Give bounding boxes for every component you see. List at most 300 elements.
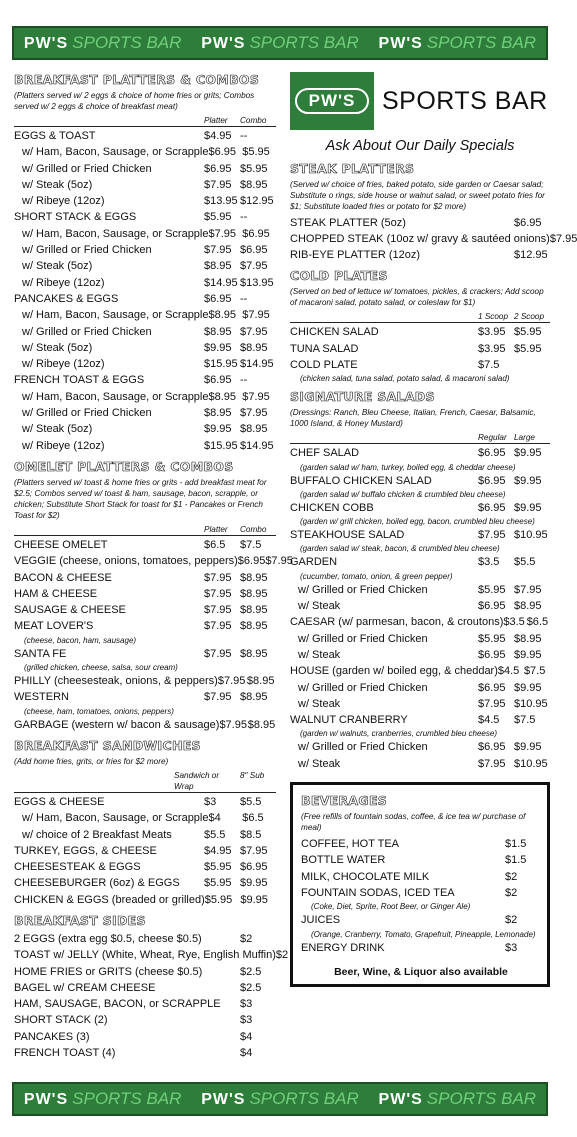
menu-item-row [290, 614, 550, 630]
menu-item-price: $8.95 [240, 587, 268, 600]
menu-item-price: $3 [505, 941, 518, 954]
menu-item-row [14, 964, 276, 980]
menu-item-price: $6.5 [242, 812, 264, 825]
menu-item-name: w/ Ribeye (12oz) [22, 195, 105, 208]
menu-item-row [14, 875, 276, 891]
menu-item-price: $7.95 [242, 309, 270, 322]
menu-item-row [14, 892, 276, 908]
menu-item-name: STEAKHOUSE SALAD [290, 529, 405, 542]
menu-item-price: $7.95 [204, 178, 232, 191]
menu-item-price: $1.5 [505, 838, 527, 851]
menu-item-detail: (garden salad w/ ham, turkey, boiled egg, & cheddar cheese) [300, 462, 516, 472]
menu-item-name: w/ Grilled or Fried Chicken [298, 583, 428, 596]
menu-item-price: $2 [505, 914, 518, 927]
menu-item-price: $6.95 [478, 501, 506, 514]
menu-item-price: $5.95 [240, 162, 268, 175]
menu-item-name: CHICKEN & EGGS (breaded or grilled) [14, 893, 205, 906]
menu-item-price: $5.95 [514, 342, 542, 355]
omelet-platters-section [14, 458, 293, 733]
menu-item-price: $14.95 [240, 358, 274, 371]
breakfast-platters-section [14, 72, 276, 454]
menu-item-row [290, 631, 550, 647]
menu-item-row [14, 859, 276, 875]
menu-item-price: $6.95 [237, 555, 266, 568]
menu-item-name: CHEESE OMELET [14, 538, 108, 551]
menu-item-row [290, 215, 550, 231]
column-header: Platter [204, 116, 228, 125]
menu-item-row [14, 602, 276, 618]
column-header: Regular [478, 433, 507, 443]
column-header-row [14, 524, 276, 536]
menu-item-price: -- [240, 292, 248, 305]
menu-item-price: $7.95 [240, 407, 268, 420]
menu-item-row [290, 663, 550, 679]
menu-item-price: $2 [505, 886, 518, 899]
banner-pw: PW'S [378, 35, 423, 52]
menu-item-price: $7.95 [204, 691, 232, 704]
menu-item-detail: (cheese, ham, tomatoes, onions, peppers) [24, 706, 174, 716]
menu-item-price: $7.5 [478, 358, 500, 371]
menu-item-row [14, 794, 276, 810]
menu-item-name: HAM, SAUSAGE, BACON, or SCRAPPLE [14, 998, 221, 1011]
menu-item-price: $5.95 [204, 211, 232, 224]
menu-item-price: $5.95 [204, 861, 232, 874]
menu-item-name: FOUNTAIN SODAS, ICED TEA [301, 886, 455, 899]
banner-sports-bar: SPORTS BAR [249, 1089, 359, 1108]
menu-item-name: w/ Grilled or Fried Chicken [22, 407, 152, 420]
menu-item-price: $3.5 [478, 556, 500, 569]
menu-item-detail: (cucumber, tomato, onion, & green pepper) [300, 571, 453, 581]
logo-sports-bar: SPORTS BAR [382, 86, 548, 115]
menu-item-price: $3.95 [478, 342, 506, 355]
menu-item-row [290, 712, 550, 728]
menu-item-name: CHEF SALAD [290, 447, 360, 460]
menu-item-name: COLD PLATE [290, 358, 358, 371]
menu-item-name: STEAK PLATTER (5oz) [290, 216, 406, 229]
column-header: Combo [240, 116, 267, 125]
menu-item-price: $8.95 [240, 604, 268, 617]
menu-item-detail: (Coke, Diet, Sprite, Root Beer, or Ginger Ale) [311, 902, 471, 912]
menu-item-row [14, 1029, 276, 1045]
menu-item-price: $9.95 [514, 681, 542, 694]
logo [290, 72, 550, 130]
section-title: STEAK PLATTERS [290, 160, 415, 176]
menu-item-row [14, 356, 276, 372]
menu-item-row [14, 128, 276, 144]
menu-item-price: $7.95 [204, 647, 232, 660]
menu-item-price: $8.95 [240, 571, 268, 584]
menu-item-price: $7.95 [204, 620, 232, 633]
menu-item-price: $15.95 [204, 358, 238, 371]
menu-item-price: $6.95 [204, 374, 232, 387]
menu-item-price: $5.95 [514, 326, 542, 339]
banner-pw: PW'S [378, 1091, 423, 1108]
menu-item-price: $5.95 [478, 583, 506, 596]
signature-salads-section [290, 389, 550, 772]
menu-item-price: $8.95 [246, 675, 275, 688]
menu-item-row [290, 473, 550, 489]
menu-item-price: $7.5 [514, 714, 536, 727]
menu-item-row [290, 357, 550, 373]
menu-item-row [14, 324, 276, 340]
menu-item-price: $6.95 [240, 861, 268, 874]
menu-item-row [14, 340, 276, 356]
menu-item-price: $4 [240, 1047, 253, 1060]
menu-item-price: $9.95 [240, 893, 268, 906]
menu-item-row [301, 940, 541, 956]
column-header-spacer [290, 311, 478, 322]
column-header-spacer [14, 770, 174, 792]
menu-item-name: GARDEN [290, 556, 338, 569]
menu-item-row [14, 161, 276, 177]
menu-item-price: $8.95 [514, 600, 542, 613]
column-header-row [290, 432, 550, 444]
menu-item-row [14, 307, 276, 323]
menu-item-row [14, 258, 276, 274]
breakfast-sandwiches-section [14, 738, 276, 908]
menu-item-price: $6.95 [478, 600, 506, 613]
menu-item-name: w/ Steak (5oz) [22, 178, 93, 191]
menu-item-row [290, 324, 550, 340]
menu-item-row [290, 231, 577, 247]
menu-item-name: TUNA SALAD [290, 342, 359, 355]
menu-item-name: FRENCH TOAST (4) [14, 1047, 116, 1060]
section-title: COLD PLATES [290, 268, 388, 284]
menu-item-price: $15.95 [204, 439, 238, 452]
bottom-banner [12, 1082, 548, 1116]
menu-item-price: $7.95 [204, 587, 232, 600]
logo-badge [290, 72, 374, 130]
menu-item-price: $7.95 [478, 757, 506, 770]
menu-item-price: -- [240, 211, 248, 224]
menu-item-name: 2 EGGS (extra egg $0.5, cheese $0.5) [14, 932, 202, 945]
menu-item-price: $3.95 [478, 326, 506, 339]
menu-item-price: $7.95 [478, 697, 506, 710]
menu-item-name: BOTTLE WATER [301, 854, 386, 867]
menu-item-name: w/ Ham, Bacon, Sausage, or Scrapple [22, 227, 209, 240]
menu-item-name: SANTA FE [14, 647, 67, 660]
menu-item-price: $4.95 [204, 844, 232, 857]
menu-item-price: $5.5 [240, 795, 262, 808]
column-header-row [14, 115, 276, 127]
menu-item-name: BUFFALO CHICKEN SALAD [290, 474, 432, 487]
banner-sports-bar: SPORTS BAR [426, 1089, 537, 1108]
section-title: SIGNATURE SALADS [290, 389, 435, 405]
menu-item-row [301, 869, 541, 885]
menu-item-name: w/ Grilled or Fried Chicken [298, 632, 428, 645]
menu-item-row [290, 756, 550, 772]
section-note: (Served on bed of lettuce w/ tomatoes, pickles, & crackers; Add scoop of macaroni salad, potato salad, or coleslaw for $1) [290, 287, 544, 308]
menu-item-price: $9.95 [514, 501, 542, 514]
menu-item-row [301, 885, 541, 901]
menu-item-price: $7.5 [240, 538, 262, 551]
banner-pw: PW'S [23, 35, 69, 52]
menu-item-name: COFFEE, HOT TEA [301, 838, 399, 851]
menu-item-name: w/ Steak (5oz) [22, 423, 93, 436]
menu-item-price: $2.5 [240, 965, 262, 978]
menu-item-price: $7.95 [219, 718, 247, 731]
menu-item-price: $6.95 [478, 681, 506, 694]
menu-item-price: $3 [240, 1014, 253, 1027]
menu-item-name: w/ Steak (5oz) [22, 341, 93, 354]
section-note: (Platters served w/ toast & home fries or grits - add breakfast meat for $2.5; Combos served w/ toast & ham, sausage, bacon, scrapple, or chicken; Substitute Short Stack for toast for $1 - Pancakes or French Toast for $2) [14, 477, 267, 520]
menu-item-price: $6.5 [204, 538, 226, 551]
menu-item-price: $2 [505, 870, 518, 883]
menu-item-name: CHEESEBURGER (6oz) & EGGS [14, 877, 180, 890]
menu-item-price: $8.95 [240, 647, 268, 660]
menu-item-name: w/ Grilled or Fried Chicken [298, 741, 428, 754]
menu-item-row [290, 739, 550, 755]
column-header: Combo [240, 524, 267, 534]
menu-item-price: $1.5 [505, 854, 527, 867]
menu-item-row [290, 647, 550, 663]
menu-item-price: $8.95 [204, 260, 232, 273]
menu-item-price: $4.5 [497, 665, 520, 678]
menu-item-row [14, 553, 293, 569]
section-title: BEVERAGES [301, 793, 388, 809]
menu-item-row [290, 554, 550, 570]
menu-item-name: w/ Steak [298, 697, 341, 710]
menu-item-row [290, 680, 550, 696]
menu-item-price [514, 357, 550, 373]
daily-specials-note: Ask About Our Daily Specials [325, 138, 515, 154]
menu-item-detail: (garden w/ walnuts, cranberries, crumbled bleu cheese) [300, 729, 497, 739]
menu-item-row [14, 193, 276, 209]
menu-item-price: $8.95 [204, 407, 232, 420]
menu-item-price: -- [240, 374, 248, 387]
menu-item-detail: (garden salad w/ steak, bacon, & crumbled bleu cheese) [300, 544, 500, 554]
section-title: BREAKFAST PLATTERS & COMBOS [14, 72, 260, 87]
banner-segment [24, 33, 182, 53]
menu-item-name: EGGS & CHEESE [14, 795, 105, 808]
menu-item-name: w/ Grilled or Fried Chicken [22, 244, 152, 257]
menu-item-name: HOUSE (garden w/ boiled egg, & cheddar) [290, 665, 498, 678]
menu-item-price: $5.95 [478, 632, 506, 645]
menu-item-price: $6.95 [204, 162, 232, 175]
menu-item-name: w/ Grilled or Fried Chicken [22, 162, 152, 175]
menu-item-price: $5.5 [204, 828, 226, 841]
menu-item-price: $6.95 [478, 447, 506, 460]
banner-pw: PW'S [201, 1091, 246, 1108]
menu-item-name: MEAT LOVER'S [14, 620, 94, 633]
menu-item-row [14, 1045, 276, 1061]
menu-item-row [14, 438, 276, 454]
menu-item-name: RIB-EYE PLATTER (12oz) [290, 249, 420, 262]
banner-segment [24, 1089, 182, 1109]
menu-item-name: w/ Grilled or Fried Chicken [22, 325, 152, 338]
menu-item-price: $14.95 [204, 276, 238, 289]
menu-item-row [14, 980, 276, 996]
banner-pw: PW'S [23, 1091, 69, 1108]
menu-item-name: SAUSAGE & CHEESE [14, 604, 126, 617]
menu-item-name: SHORT STACK & EGGS [14, 211, 137, 224]
menu-item-price: $8.5 [240, 828, 262, 841]
menu-item-row [14, 291, 276, 307]
menu-item-name: VEGGIE (cheese, onions, tomatoes, peppers) [14, 555, 238, 568]
menu-item-price: $7.95 [204, 244, 232, 257]
column-header: 1 Scoop [478, 312, 509, 322]
section-note: (Served w/ choice of fries, baked potato, side garden or Caesar salad; Substitute o rings, side house or walnut salad, or sweet potato fries for $1; Substitute loaded fries or potato for $2 more) [290, 179, 545, 211]
column-header-spacer [14, 524, 204, 535]
menu-item-row [14, 1012, 276, 1028]
column-header: Sandwich or Wrap [174, 770, 220, 791]
menu-item-detail: (chicken salad, tuna salad, potato salad, & macaroni salad) [300, 374, 510, 384]
menu-item-row [14, 389, 276, 405]
menu-item-name: EGGS & TOAST [14, 130, 96, 142]
menu-item-name: HOME FRIES or GRITS (cheese $0.5) [14, 965, 203, 978]
menu-item-price: $10.95 [514, 697, 548, 710]
menu-item-name: w/ Ribeye (12oz) [22, 276, 105, 289]
menu-item-price: $10.95 [514, 757, 548, 770]
menu-item-price: $12.95 [514, 249, 548, 262]
menu-item-row [290, 445, 550, 461]
menu-item-price: $5.95 [204, 893, 233, 906]
menu-item-row [290, 500, 550, 516]
menu-item-name: ENERGY DRINK [301, 941, 385, 954]
column-header-spacer [290, 432, 478, 443]
banner-sports-bar: SPORTS BAR [72, 1089, 182, 1108]
menu-item-row [14, 843, 276, 859]
menu-item-row [14, 242, 276, 258]
banner-segment [379, 1089, 537, 1109]
menu-item-price: $7.95 [265, 555, 293, 568]
menu-item-name: TOAST w/ JELLY (White, Wheat, Rye, English Muffin) [14, 949, 276, 962]
menu-item-price: $2 [275, 949, 289, 962]
menu-item-name: BAGEL w/ CREAM CHEESE [14, 981, 156, 994]
menu-item-price: $9.95 [514, 474, 542, 487]
column-header: 8" Sub [240, 770, 265, 780]
menu-item-row [14, 144, 276, 160]
menu-item-price: $8.95 [514, 632, 542, 645]
menu-item-price: $8.95 [240, 423, 268, 436]
menu-item-price: $7.95 [240, 325, 268, 338]
menu-item-price: $6.95 [208, 146, 237, 159]
menu-item-price: $6.95 [242, 227, 270, 240]
menu-item-row [14, 405, 276, 421]
menu-item-row [14, 421, 276, 437]
column-header: Platter [204, 524, 228, 534]
menu-item-price: $6.5 [526, 616, 549, 629]
menu-item-price: $8.95 [240, 620, 268, 633]
menu-item-name: SHORT STACK (2) [14, 1014, 108, 1027]
menu-item-price: $8.95 [240, 341, 268, 354]
menu-item-price: $7.95 [217, 675, 246, 688]
menu-item-name: JUICES [301, 914, 341, 927]
section-title: OMELET PLATTERS & COMBOS [14, 458, 234, 474]
menu-item-detail: (grilled chicken, cheese, salsa, sour cream) [24, 663, 178, 673]
cold-plates-section [290, 268, 550, 384]
menu-item-price: $8.95 [240, 691, 268, 704]
menu-item-name: w/ Ham, Bacon, Sausage, or Scrapple [22, 309, 209, 322]
top-banner [12, 26, 548, 60]
menu-item-name: HAM & CHEESE [14, 587, 98, 600]
menu-item-name: FRENCH TOAST & EGGS [14, 374, 145, 387]
menu-item-row [14, 177, 276, 193]
menu-item-row [14, 931, 276, 947]
menu-item-row [290, 341, 550, 357]
menu-item-detail: (garden salad w/ buffalo chicken & crumbled bleu cheese) [300, 489, 506, 499]
menu-item-price: $7.95 [208, 227, 237, 240]
banner-pw: PW'S [201, 35, 246, 52]
menu-item-row [14, 618, 276, 634]
menu-item-name: BACON & CHEESE [14, 571, 112, 584]
menu-item-name: CHEESESTEAK & EGGS [14, 861, 141, 874]
left-column [14, 72, 293, 1066]
menu-item-price: -- [240, 130, 248, 142]
menu-item-price: $7.95 [240, 844, 268, 857]
menu-item-price: $6.95 [478, 741, 506, 754]
banner-sports-bar: SPORTS BAR [72, 33, 182, 52]
menu-item-price: $7.95 [478, 529, 506, 542]
menu-item-price: $7.95 [204, 571, 232, 584]
menu-item-row [14, 810, 276, 826]
menu-item-price: $13.95 [240, 276, 274, 289]
menu-item-price: $9.95 [514, 741, 542, 754]
menu-item-price: $5.5 [514, 556, 536, 569]
beverages-section [301, 793, 541, 956]
menu-item-price: $6.95 [478, 648, 506, 661]
section-title: BREAKFAST SIDES [14, 912, 146, 928]
menu-item-row [14, 646, 276, 662]
menu-item-row [14, 570, 276, 586]
menu-item-price: $7.95 [204, 604, 232, 617]
steak-platters-section [290, 160, 577, 264]
banner-segment [379, 33, 537, 53]
menu-item-row [14, 275, 276, 291]
column-header-row [290, 311, 550, 323]
banner-sports-bar: SPORTS BAR [426, 33, 537, 52]
menu-item-name: TURKEY, EGGS, & CHEESE [14, 844, 157, 857]
menu-item-price: $5.95 [242, 146, 270, 159]
menu-item-price: $8.95 [240, 178, 268, 191]
menu-item-price: $9.95 [514, 447, 542, 460]
menu-item-row [14, 537, 276, 553]
menu-item-price: $9.95 [240, 877, 268, 890]
beverages-box [290, 782, 550, 987]
menu-item-price: $8.95 [208, 390, 237, 403]
menu-item-row [14, 586, 276, 602]
column-header: 2 Scoop [514, 312, 545, 322]
beverages-footer: Beer, Wine, & Liquor also available [334, 965, 508, 978]
menu-item-row [290, 582, 550, 598]
menu-item-price: $5.95 [204, 877, 232, 890]
menu-item-name: MILK, CHOCOLATE MILK [301, 870, 430, 883]
menu-item-name: w/ Steak [298, 757, 341, 770]
section-note: (Dressings: Ranch, Bleu Cheese, Italian, French, Caesar, Balsamic, 1000 Island, & Honey Mustard) [290, 408, 536, 429]
section-note: (Platters served w/ 2 eggs & choice of home fries or grits; Combos served w/ 2 eggs & choice of breakfast meat) [14, 91, 255, 111]
menu-item-row [290, 527, 550, 543]
menu-item-price: $4.95 [204, 130, 232, 142]
menu-item-name: w/ Ham, Bacon, Sausage, or Scrapple [22, 146, 209, 159]
menu-item-price: $6.95 [204, 292, 232, 305]
menu-item-price: $6.95 [240, 244, 268, 257]
menu-item-price: $8.95 [208, 309, 237, 322]
menu-item-name: w/ Ham, Bacon, Sausage, or Scrapple [22, 390, 209, 403]
menu-item-price: $4.5 [478, 714, 500, 727]
menu-item-price: $9.95 [204, 423, 232, 436]
menu-item-row [301, 912, 541, 928]
menu-item-price: $2 [240, 932, 253, 945]
menu-item-price: $4 [240, 1030, 253, 1043]
menu-item-name: CHICKEN SALAD [290, 326, 379, 339]
menu-item-name: w/ Steak [298, 600, 341, 613]
menu-item-detail: (garden w/ grill chicken, boiled egg, bacon, crumbled bleu cheese) [300, 517, 535, 527]
menu-item-row [301, 836, 541, 852]
menu-item-price: $7.95 [514, 583, 542, 596]
menu-item-price: $4 [208, 812, 221, 825]
banner-segment [201, 33, 359, 53]
menu-item-row [301, 852, 541, 868]
